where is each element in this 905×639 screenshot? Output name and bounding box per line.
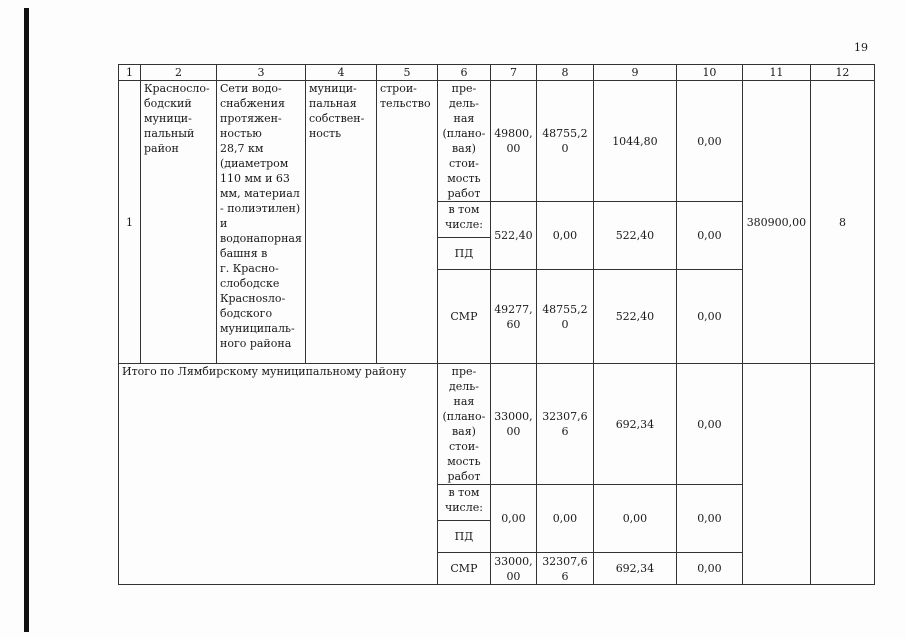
- value-cell: 0,00: [593, 485, 676, 553]
- binding-bar: [24, 8, 29, 632]
- value-cell: 0,00: [676, 202, 742, 270]
- value-cell: 48755,2 0: [536, 270, 593, 364]
- table-row: [119, 81, 875, 202]
- col-number: 7: [490, 65, 536, 81]
- value-cell: 0,00: [676, 81, 742, 202]
- value-cell: 522,40: [593, 270, 676, 364]
- col-number: 4: [305, 65, 376, 81]
- district-cell: Красносло- бодский муници- пальный район: [141, 81, 217, 364]
- value-cell: 0,00: [676, 485, 742, 553]
- value-cell: 32307,6 6: [536, 553, 593, 585]
- value-cell: 0,00: [536, 485, 593, 553]
- value-cell: 49800, 00: [490, 81, 536, 202]
- value-cell: 33000, 00: [490, 364, 536, 485]
- value-cell: 522,40: [490, 202, 536, 270]
- value-cell: 522,40: [593, 202, 676, 270]
- total-col12-cell: [810, 364, 874, 585]
- col-number: 6: [437, 65, 490, 81]
- cost-label-cell: в том числе:: [437, 202, 490, 238]
- value-cell: 0,00: [676, 270, 742, 364]
- ownership-cell: муници- пальная собствен- ность: [305, 81, 376, 364]
- total-cost-cell: 380900,00: [742, 81, 810, 364]
- col-number: 12: [810, 65, 874, 81]
- cost-label-cell: пре- дель- ная (плано- вая) стои- мость работ: [437, 364, 490, 485]
- work-type-cell: строи- тельство: [376, 81, 437, 364]
- object-description-cell: Сети водо- снабжения протяжен- ностью 28,7 км (диаметром 110 мм и 63 мм, материал - полиэтилен) и водонапорная башня в г. Красно- слободске Краснosло- бодского муниципаль- ного района: [217, 81, 306, 364]
- value-cell: 0,00: [676, 553, 742, 585]
- value-cell: 49277, 60: [490, 270, 536, 364]
- value-cell: 48755,2 0: [536, 81, 593, 202]
- cost-label-cell: ПД: [437, 238, 490, 270]
- col-number: 3: [217, 65, 306, 81]
- col-number: 10: [676, 65, 742, 81]
- col-number: 2: [141, 65, 217, 81]
- col-number: 5: [376, 65, 437, 81]
- col-number: 9: [593, 65, 676, 81]
- cost-label-cell: ПД: [437, 521, 490, 553]
- table-row: [119, 364, 875, 485]
- value-cell: 32307,6 6: [536, 364, 593, 485]
- cost-table: [118, 64, 875, 585]
- district-total-label: Итого по Лямбирскому муниципальному району: [119, 364, 438, 585]
- value-cell: 0,00: [676, 364, 742, 485]
- row-number: 1: [119, 81, 141, 364]
- col-number: 1: [119, 65, 141, 81]
- cost-label-cell: пре- дель- ная (плано- вая) стои- мость работ: [437, 81, 490, 202]
- page-number: 19: [854, 41, 868, 54]
- total-col11-cell: [742, 364, 810, 585]
- value-cell: 0,00: [490, 485, 536, 553]
- cost-label-cell: СМР: [437, 270, 490, 364]
- col-number: 11: [742, 65, 810, 81]
- count-cell: 8: [810, 81, 874, 364]
- value-cell: 692,34: [593, 553, 676, 585]
- value-cell: 692,34: [593, 364, 676, 485]
- value-cell: 1044,80: [593, 81, 676, 202]
- cost-label-cell: в том числе:: [437, 485, 490, 521]
- value-cell: 33000, 00: [490, 553, 536, 585]
- cost-label-cell: СМР: [437, 553, 490, 585]
- value-cell: 0,00: [536, 202, 593, 270]
- column-number-row: [119, 65, 875, 81]
- col-number: 8: [536, 65, 593, 81]
